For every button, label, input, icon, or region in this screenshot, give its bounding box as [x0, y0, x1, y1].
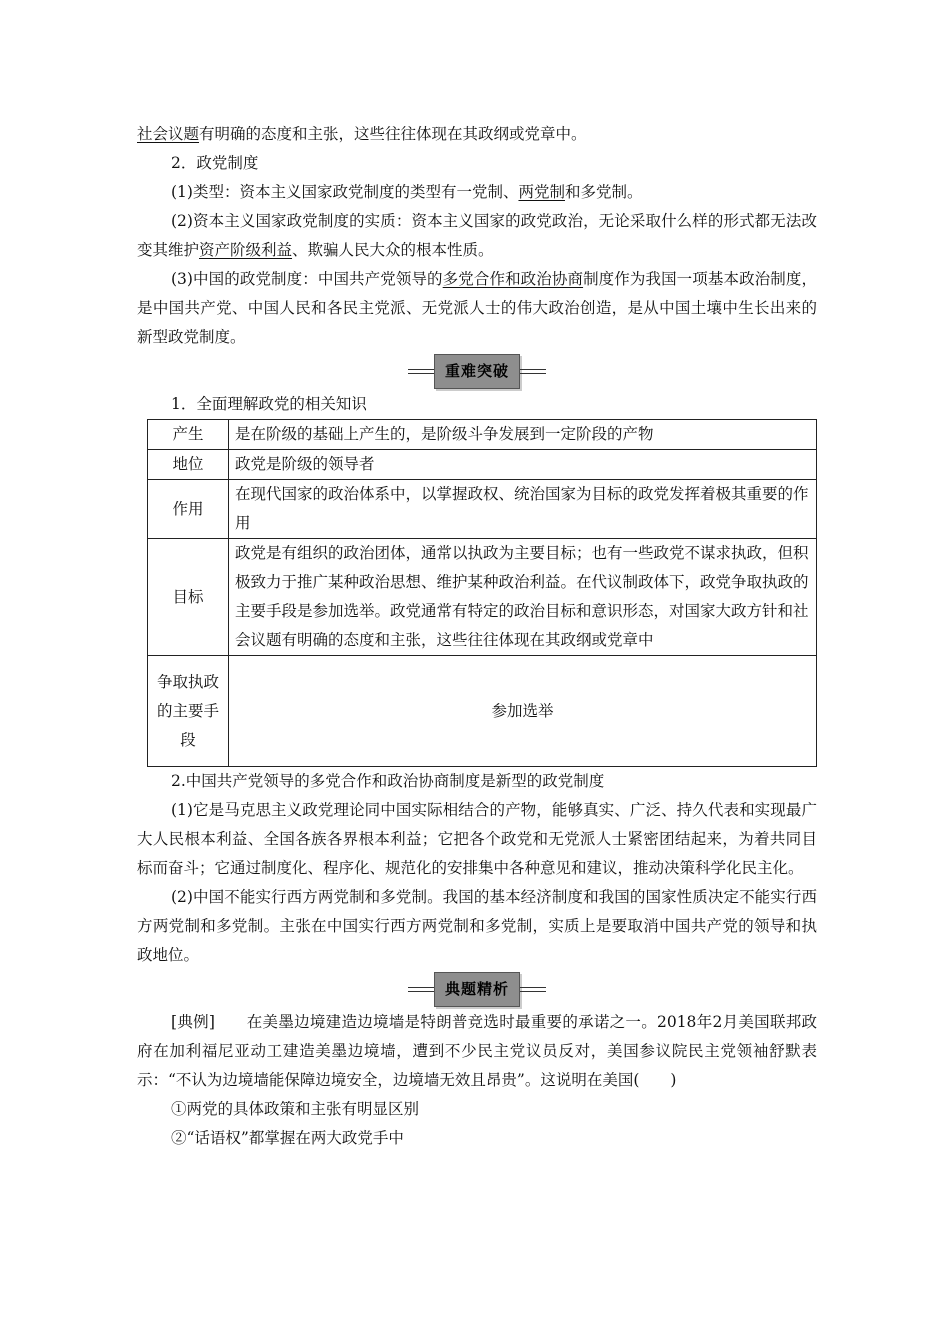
table-key: 争取执政的主要手段	[148, 656, 229, 767]
paragraph-china-system: (3)中国的政党制度：中国共产党领导的多党合作和政治协商制度作为我国一项基本政治制度，是中国共产党、中国人民和各民主党派、无党派人士的伟大政治创造，是从中国土壤中生长出来的新型政党制度。	[137, 270, 817, 346]
document-page	[137, 120, 817, 1153]
banner-title: 重难突破	[434, 354, 520, 389]
table-value: 是在阶级的基础上产生的，是阶级斗争发展到一定阶段的产物	[229, 420, 817, 450]
example-question: [典例] 在美墨边境建造边境墙是特朗普竞选时最重要的承诺之一。2018年2月美国联邦政府在加利福尼亚动工建造美墨边境墙，遭到不少民主党议员反对，美国参议院民主党领袖舒默表示：“不认为边境墙能保障边境安全，边境墙无效且昂贵”。这说明在美国( )	[137, 1013, 817, 1089]
section-title-party-knowledge: 1．全面理解政党的相关知识	[171, 395, 367, 413]
table-row	[148, 539, 817, 656]
paragraph-new-system-2: (2)中国不能实行西方两党制和多党制。我国的基本经济制度和我国的国家性质决定不能实行西方两党制和多党制。主张在中国实行西方两党制和多党制，实质上是要取消中国共产党的领导和执政地位。	[137, 888, 817, 964]
table-row	[148, 480, 817, 539]
section-banner-examples	[137, 976, 817, 1002]
table-value: 政党是阶级的领导者	[229, 450, 817, 480]
banner-decoration	[520, 987, 546, 992]
table-value: 参加选举	[229, 656, 817, 767]
banner-decoration	[408, 369, 434, 374]
table-row	[148, 450, 817, 480]
underlined-term: 多党合作和政治协商	[442, 270, 584, 288]
table-key: 作用	[148, 480, 229, 539]
underlined-term: 资产阶级利益	[199, 241, 293, 259]
paragraph-intro: 社会议题有明确的态度和主张，这些往往体现在其政纲或党章中。	[137, 125, 587, 143]
banner-decoration	[408, 987, 434, 992]
table-row	[148, 420, 817, 450]
table-row	[148, 656, 817, 767]
heading-party-system: 2．政党制度	[171, 154, 259, 172]
table-key: 目标	[148, 539, 229, 656]
banner-decoration	[520, 369, 546, 374]
option-item: ②“话语权”都掌握在两大政党手中	[171, 1129, 404, 1147]
paragraph-types: (1)类型：资本主义国家政党制度的类型有一党制、两党制和多党制。	[171, 183, 643, 201]
table-key: 地位	[148, 450, 229, 480]
paragraph-new-system-1: (1)它是马克思主义政党理论同中国实际相结合的产物，能够真实、广泛、持久代表和实现最广大人民根本利益、全国各族各界根本利益；它把各个政党和无党派人士紧密团结起来，为着共同目标而奋斗；它通过制度化、程序化、规范化的安排集中各种意见和建议，推动决策科学化民主化。	[137, 801, 817, 877]
section-banner-key-points	[137, 358, 817, 384]
table-value: 政党是有组织的政治团体，通常以执政为主要目标；也有一些政党不谋求执政，但积极致力于推广某种政治思想、维护某种政治利益。在代议制政体下，政党争取执政的主要手段是参加选举。政党通常有特定的政治目标和意识形态，对国家大政方针和社会议题有明确的态度和主张，这些往往体现在其政纲或党章中	[229, 539, 817, 656]
underlined-term: 社会议题	[137, 125, 200, 143]
table-key: 产生	[148, 420, 229, 450]
paragraph-essence: (2)资本主义国家政党制度的实质：资本主义国家的政党政治，无论采取什么样的形式都无法改变其维护资产阶级利益、欺骗人民大众的根本性质。	[137, 212, 817, 259]
underlined-term: 两党制	[518, 183, 565, 201]
section-title-new-system: 2.中国共产党领导的多党合作和政治协商制度是新型的政党制度	[171, 772, 605, 790]
party-knowledge-table	[147, 419, 817, 767]
banner-title: 典题精析	[434, 972, 520, 1007]
table-value: 在现代国家的政治体系中，以掌握政权、统治国家为目标的政党发挥着极其重要的作用	[229, 480, 817, 539]
option-item: ①两党的具体政策和主张有明显区别	[171, 1100, 420, 1118]
example-label: [典例]	[171, 1013, 215, 1031]
